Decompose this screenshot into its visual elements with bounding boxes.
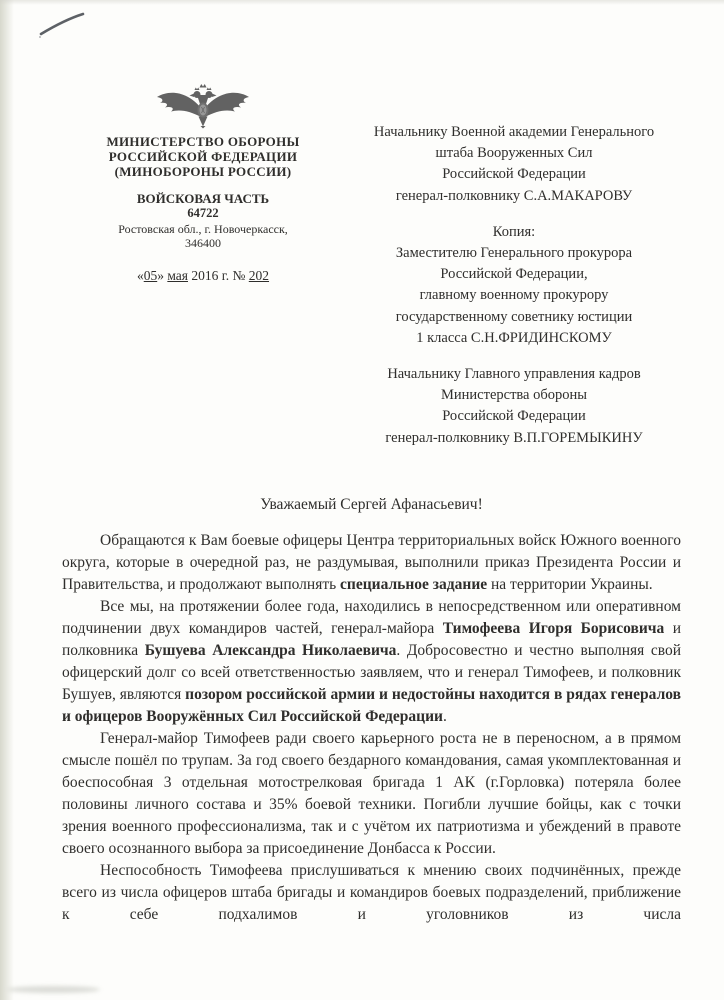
text-segment: специальное задание	[340, 576, 488, 593]
salutation: Уважаемый Сергей Афанасьевич!	[260, 496, 483, 513]
military-unit-number: 64722	[187, 206, 219, 220]
letter-body	[62, 494, 681, 926]
text-segment: позором российской армии и недостойны находится в рядах генералов и офицеров Вооружённых Сил Российской Федерации	[62, 686, 681, 725]
text-segment: . Добросовестно и честно выполняя свой офицерский долг со всей ответственностью заявляем, что и генерал Тимофеев, и полковник Бушуев, являются	[62, 642, 681, 703]
date-open-quote: «	[136, 268, 144, 283]
recipient-3-line: генерал-полковнику В.П.ГОРЕМЫКИНУ	[385, 429, 643, 446]
recipient-3-line: Начальнику Главного управления кадров	[387, 366, 641, 383]
unit-address-line-2: 346400	[185, 235, 221, 250]
pen-mark-icon	[38, 10, 86, 38]
unit-address-line-1: Ростовская обл., г. Новочеркасск,	[118, 222, 288, 236]
ministry-name-line-1: МИНИСТЕРСТВО ОБОРОНЫ	[106, 134, 300, 149]
outgoing-number: 202	[248, 268, 270, 283]
text-segment: Бушуева Александра Николаевича	[144, 642, 397, 659]
recipient-3-line: Министерства обороны	[441, 387, 587, 404]
date-year: 2016 г.	[191, 268, 230, 283]
ministry-name-line-3: (МИНОБОРОНЫ РОССИИ)	[114, 164, 292, 179]
recipient-2-line: 1 класса С.Н.ФРИДИНСКОМУ	[416, 329, 612, 346]
unit-address	[58, 223, 348, 250]
recipient-1-line: штаба Вооруженных Сил	[435, 145, 593, 162]
text-segment: Генерал-майор Тимофеев ради своего карьерного роста не в переносном, а в прямом смысле пошёл по трупам. За год своего бездарного командования, самая укомплектованная и боеспособная 3 отдельная мотострелковая бригада 1 АК (г.Горловка) потеряла более половины личного состава и 35% боевой техники. Погибли лучшие бойцы, как с точки зрения военного профессионализма, так и с учётом их патриотизма и убеждений в правоте своего осознанного выбора за присоединение Донбасса к России.	[62, 730, 681, 857]
body-paragraph	[62, 860, 681, 926]
scan-edge-left	[0, 0, 14, 1000]
date-month: мая	[167, 268, 188, 283]
date-and-number-line	[58, 268, 348, 284]
recipient-2-line: Российской Федерации,	[440, 266, 588, 283]
recipient-1	[330, 122, 698, 207]
text-segment: Обращаются к Вам боевые офицеры Центра территориальных войск Южного военного округа, которые в очередной раз, не раздумывая, выполнили приказ Президента России и Правительства, и продолжают выполнять	[62, 532, 681, 593]
recipient-2	[330, 222, 698, 349]
ministry-name-line-2: РОССИЙСКОЙ ФЕДЕРАЦИИ	[108, 149, 298, 164]
recipient-1-line: Начальнику Военной академии Генерального	[373, 124, 655, 140]
body-paragraph	[62, 728, 681, 860]
text-segment: на территории Украины.	[487, 576, 653, 593]
date-day: 05	[143, 268, 158, 283]
body-paragraph	[62, 596, 681, 728]
recipients-block	[330, 122, 698, 464]
recipient-1-line: Российской Федерации	[442, 166, 586, 183]
number-sign: №	[232, 268, 246, 283]
scan-smudge	[8, 986, 100, 993]
mod-eagle-emblem-icon	[153, 82, 253, 130]
recipient-2-line: государственному советнику юстиции	[395, 308, 633, 325]
recipient-2-line: Заместителю Генерального прокурора	[395, 245, 633, 262]
copy-label: Копия:	[492, 223, 536, 240]
body-paragraph	[62, 530, 681, 596]
scan-edge-top	[0, 0, 724, 5]
letterhead	[58, 82, 348, 284]
recipient-1-line: генерал-полковнику С.А.МАКАРОВУ	[395, 187, 633, 204]
text-segment: Неспособность Тимофеева прислушиваться к мнению своих подчинённых, прежде всего из числа офицеров штаба бригады и командиров боевых подразделений, приближение к себе подхалимов и уголовников из числа	[62, 862, 681, 923]
recipient-2-line: главному военному прокурору	[419, 287, 609, 304]
text-segment: и полковника	[62, 620, 682, 659]
date-close-quote: »	[157, 268, 164, 283]
text-segment: .	[442, 708, 447, 725]
recipient-3-line: Российской Федерации	[442, 408, 586, 425]
text-segment: Все мы, на протяжении более года, находились в непосредственном или оперативном подчинении двух командиров частей, генерал-майора	[62, 598, 681, 637]
recipient-3	[330, 364, 698, 449]
military-unit-title: ВОЙСКОВАЯ ЧАСТЬ	[136, 191, 270, 206]
text-segment: Тимофеева Игоря Борисовича	[442, 620, 665, 637]
